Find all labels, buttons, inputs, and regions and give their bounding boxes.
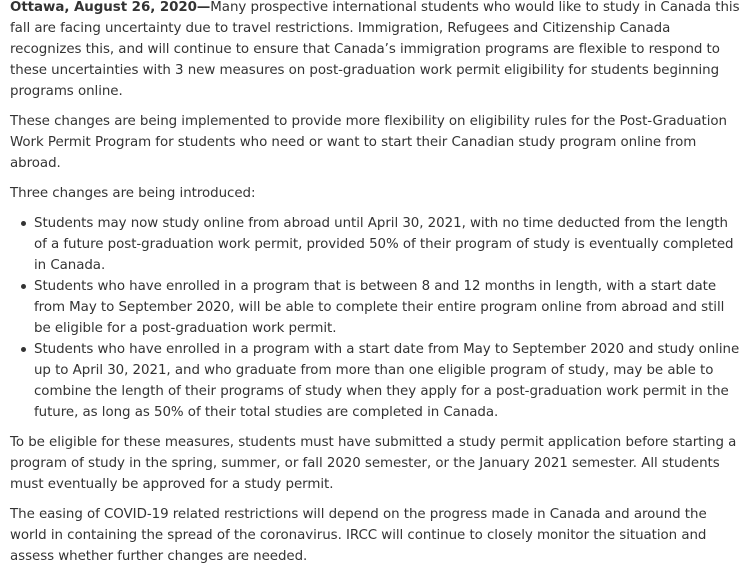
list-item-text: Students who have enrolled in a program that is between 8 and 12 months in length, with a start date from May to September 2020, will be able to complete their entire program online from abroad and still be eligible for a post-graduation work permit. (34, 279, 725, 336)
dateline: Ottawa, August 26, 2020— (10, 0, 211, 15)
eligibility-paragraph: To be eligible for these measures, students must have submitted a study permit application before starting a program of study in the spring, summer, or fall 2020 semester, or the January 2021 semester. All students must eventually be approved for a study permit. (10, 435, 737, 492)
list-item (34, 276, 740, 339)
list-item-text: Students may now study online from abroad until April 30, 2021, with no time deducted from the length of a future post-graduation work permit, provided 50% of their program of study is eventually completed in Canada. (34, 216, 734, 273)
bullet-icon (21, 221, 26, 226)
bullet-icon (21, 347, 26, 352)
intro-text: Many prospective international students who would like to study in Canada this fall are facing uncertainty due to travel restrictions. Immigration, Refugees and Citizenship Canada recognizes this, and will continue to ensure that Canada’s immigration programs are flexible to respond to these uncertainties with 3 new measures on post-graduation work permit eligibility for students beginning programs online. (10, 0, 740, 99)
closing-paragraph: The easing of COVID-19 related restrictions will depend on the progress made in Canada and around the world in containing the spread of the coronavirus. IRCC will continue to closely monitor the situation and assess whether further changes are needed. (10, 507, 707, 564)
list-item (34, 339, 740, 423)
list-item (34, 213, 740, 276)
flexibility-paragraph: These changes are being implemented to provide more flexibility on eligibility rules for the Post-Graduation Work Permit Program for students who need or want to start their Canadian study program online from abroad. (10, 114, 727, 171)
bullet-icon (21, 284, 26, 289)
intro-paragraph (10, 0, 740, 102)
list-intro: Three changes are being introduced: (10, 186, 256, 201)
changes-list (10, 213, 740, 423)
list-item-text: Students who have enrolled in a program with a start date from May to September 2020 and study online up to April 30, 2021, and who graduate from more than one eligible program of study, may be able to combine the length of their programs of study when they apply for a post-graduation work permit in the future, as long as 50% of their total studies are completed in Canada. (34, 342, 740, 420)
